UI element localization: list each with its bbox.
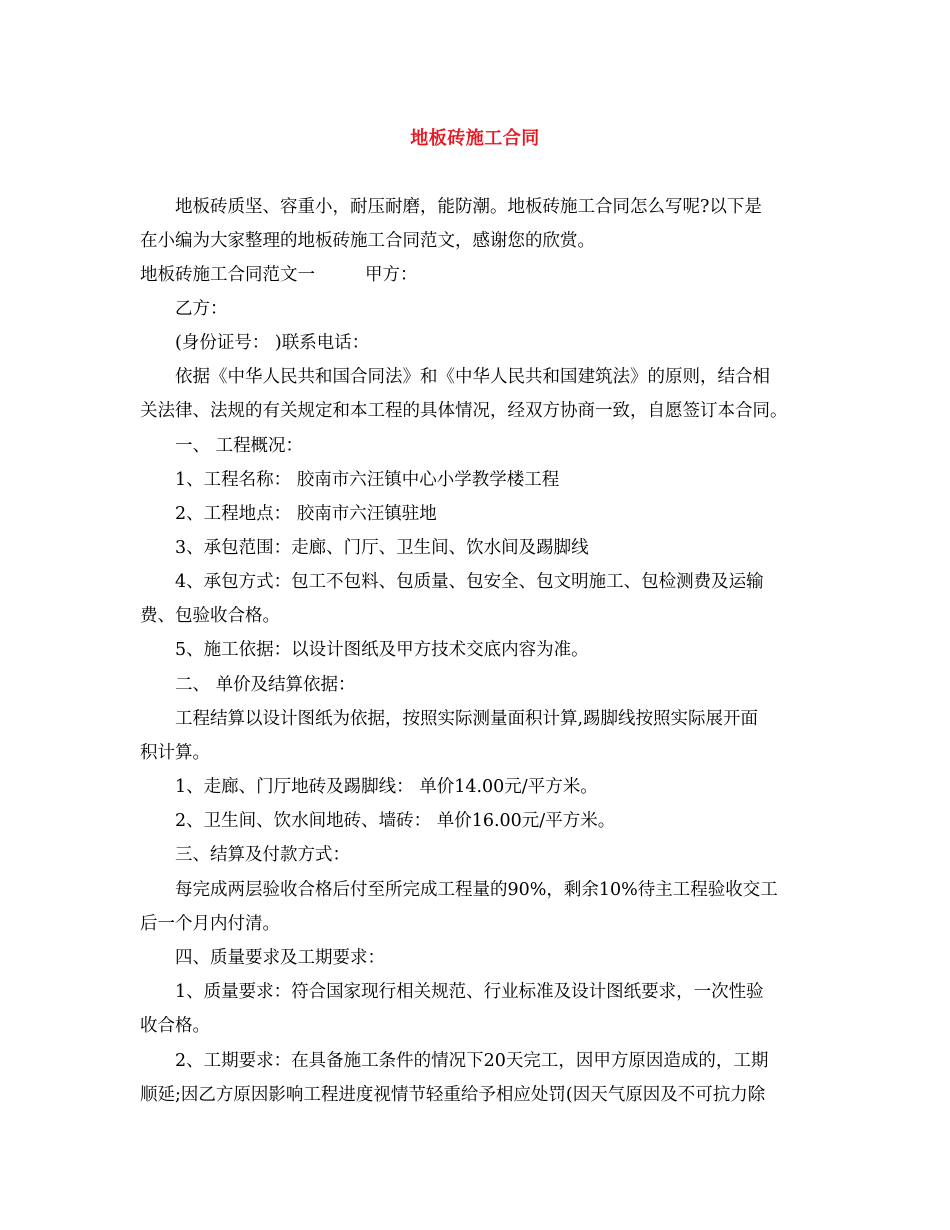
sample-heading-line	[140, 264, 418, 286]
section-2-heading: 二、 单价及结算依据：	[175, 675, 356, 695]
project-location-line: 2、工程地点： 胶南市六汪镇驻地	[175, 504, 437, 524]
contract-scope-line: 3、承包范围：走廊、门厅、卫生间、饮水间及踢脚线	[175, 538, 589, 558]
unit-price-line-1: 1、走廊、门厅地砖及踢脚线： 单价14.00元/平方米。	[175, 777, 598, 797]
sample-heading: 地板砖施工合同范文一	[140, 265, 315, 285]
construction-basis-line: 5、施工依据：以设计图纸及甲方技术交底内容为准。	[175, 640, 589, 660]
intro-paragraph-line-2: 在小编为大家整理的地板砖施工合同范文，感谢您的欣赏。	[140, 231, 595, 251]
unit-price-line-2: 2、卫生间、饮水间地砖、墙砖： 单价16.00元/平方米。	[175, 811, 616, 831]
basis-paragraph-line-2: 关法律、法规的有关规定和本工程的具体情况，经双方协商一致，自愿签订本合同。	[140, 401, 788, 421]
basis-paragraph-line-1: 依据《中华人民共和国合同法》和《中华人民共和国建筑法》的原则，结合相	[175, 367, 770, 387]
id-phone-line: (身份证号： )联系电话：	[175, 333, 370, 353]
party-b-label: 乙方：	[175, 299, 228, 319]
party-a-label: 甲方：	[365, 265, 418, 285]
quality-requirement-line-2: 收合格。	[140, 1016, 210, 1036]
section-4-heading: 四、质量要求及工期要求：	[175, 948, 385, 968]
section-1-heading: 一、 工程概况：	[175, 436, 304, 456]
section-3-heading: 三、结算及付款方式：	[175, 845, 350, 865]
settlement-paragraph-line-2: 积计算。	[140, 743, 210, 763]
payment-paragraph-line-2: 后一个月内付清。	[140, 914, 280, 934]
payment-paragraph-line-1: 每完成两层验收合格后付至所完成工程量的90%，剩余10%待主工程验收交工	[175, 880, 778, 900]
schedule-requirement-line-1: 2、工期要求：在具备施工条件的情况下20天完工，因甲方原因造成的，工期	[175, 1051, 769, 1071]
contract-method-line-1: 4、承包方式：包工不包料、包质量、包安全、包文明施工、包检测费及运输	[175, 572, 764, 592]
intro-paragraph-line-1: 地板砖质坚、容重小，耐压耐磨，能防潮。地板砖施工合同怎么写呢?以下是	[175, 197, 762, 217]
schedule-requirement-line-2: 顺延;因乙方原因影响工程进度视情节轻重给予相应处罚(因天气原因及不可抗力除	[140, 1085, 766, 1105]
document-title: 地板砖施工合同	[410, 128, 540, 149]
contract-method-line-2: 费、包验收合格。	[140, 606, 280, 626]
project-name-line: 1、工程名称： 胶南市六汪镇中心小学教学楼工程	[175, 470, 560, 490]
quality-requirement-line-1: 1、质量要求：符合国家现行相关规范、行业标准及设计图纸要求，一次性验	[175, 982, 764, 1002]
settlement-paragraph-line-1: 工程结算以设计图纸为依据，按照实际测量面积计算,踢脚线按照实际展开面	[175, 709, 759, 729]
